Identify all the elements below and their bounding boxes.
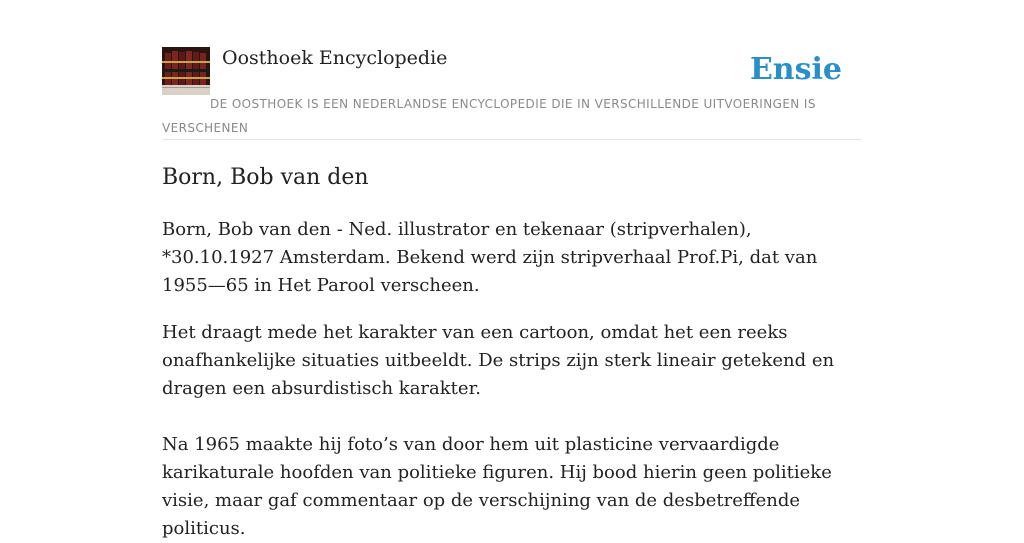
article-paragraph: Na 1965 maakte hij foto’s van door hem uit plasticine vervaardigde karikaturale hoofden van politieke figuren. Hij bood hierin geen politieke visie, maar gaf commentaar op de verschijning van de desbetreffende politicus. [162, 434, 832, 539]
article-title: Born, Bob van den [162, 165, 369, 190]
site-header [162, 46, 862, 140]
book-spines-icon[interactable] [162, 47, 210, 95]
brand-logo[interactable]: Ensie [749, 52, 842, 87]
article [162, 160, 862, 543]
article-paragraph: Het draagt mede het karakter van een cartoon, omdat het een reeks onafhankelijke situaties uitbeeldt. De strips zijn sterk lineair getekend en dragen een absurdistisch karakter. [162, 322, 835, 399]
site-name[interactable]: Oosthoek Encyclopedie [222, 47, 448, 69]
site-tagline: DE OOSTHOEK IS EEN NEDERLANDSE ENCYCLOPEDIE DIE IN VERSCHILLENDE UITVOERINGEN IS VERSCHENEN [162, 97, 816, 135]
article-paragraph: Born, Bob van den - Ned. illustrator en tekenaar (stripverhalen), *30.10.1927 Amsterdam. Bekend werd zijn stripverhaal Prof.Pi, dat van 1955—65 in Het Parool verscheen. [162, 219, 818, 296]
